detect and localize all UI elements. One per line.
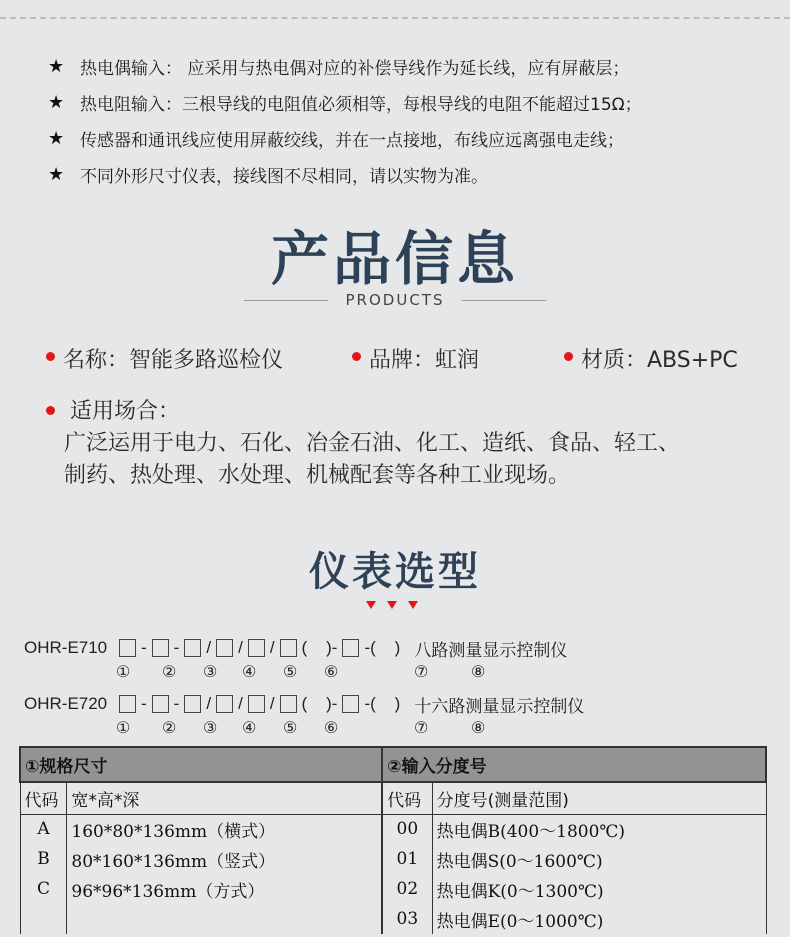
attr-name — [46, 343, 352, 374]
triangle-decoration — [366, 601, 418, 609]
scene-line: 制药、热处理、水处理、机械配套等各种工业现场。 — [64, 463, 571, 488]
model-code-line: OHR-E720 - - / / / ( )- -( ) 十六路测量显示控制仪 — [24, 692, 584, 716]
slot-number: ④ — [242, 664, 257, 681]
slot-numbers — [24, 718, 584, 740]
scene-line: 广泛运用于电力、石化、冶金石油、化工、造纸、食品、轻工、 — [64, 431, 681, 456]
slot-box — [119, 639, 136, 657]
note-item — [48, 48, 642, 84]
slot-numbers — [24, 662, 567, 684]
note-item — [48, 120, 642, 156]
input-code: 02 — [382, 874, 432, 904]
slot-box — [216, 695, 233, 713]
slot-number: ② — [162, 720, 177, 737]
slot-number: ② — [162, 664, 177, 681]
input-value: 热电偶S(0～1600℃) — [432, 844, 766, 874]
slot-number: ① — [116, 664, 131, 681]
input-code: 03 — [382, 904, 432, 934]
wiring-notes — [48, 48, 642, 192]
slot-box — [248, 695, 265, 713]
slot-number: ③ — [203, 720, 218, 737]
divider-line — [244, 300, 328, 301]
size-code — [20, 904, 67, 934]
model-description: 八路测量显示控制仪 — [414, 640, 568, 661]
size-spec-header: ①规格尺寸 — [20, 747, 382, 782]
note-text: 不同外形尺寸仪表，接线图不尽相同，请以实物为准。 — [80, 166, 488, 187]
slot-box — [342, 695, 359, 713]
slot-number: ① — [116, 720, 131, 737]
bullet-dot-icon — [46, 352, 55, 361]
model-row-e710 — [24, 636, 567, 684]
input-value: 热电偶B(400～1800℃) — [432, 814, 766, 844]
table-header-row — [20, 747, 766, 782]
table-row — [20, 904, 766, 934]
note-item — [48, 156, 642, 192]
triangle-down-icon — [387, 601, 397, 609]
slot-box — [342, 639, 359, 657]
top-dashed-divider — [0, 17, 790, 19]
slot-box — [152, 639, 169, 657]
slot-box — [119, 695, 136, 713]
triangle-down-icon — [408, 601, 418, 609]
slot-box — [184, 639, 201, 657]
size-code: C — [20, 874, 67, 904]
size-value: 80*160*136mm（竖式） — [67, 844, 382, 874]
product-info-title: 产品信息 — [270, 225, 519, 293]
slot-number: ⑥ — [324, 720, 339, 737]
table-column-header-row — [20, 782, 766, 814]
slot-number: ⑦ — [414, 664, 429, 681]
slot-number: ⑥ — [324, 664, 339, 681]
product-attributes — [46, 343, 738, 374]
model-description: 十六路测量显示控制仪 — [414, 696, 585, 717]
slot-box — [216, 639, 233, 657]
attr-brand — [352, 343, 564, 374]
model-code: OHR-E720 — [24, 694, 108, 713]
slot-number: ⑧ — [471, 664, 486, 681]
column-header: 代码 — [382, 782, 432, 814]
products-subtitle: PRODUCTS — [345, 291, 445, 309]
note-item — [48, 84, 642, 120]
input-type-header: ②输入分度号 — [382, 747, 766, 782]
spec-table — [19, 746, 767, 934]
triangle-down-icon — [366, 601, 376, 609]
scene-label: 适用场合： — [70, 399, 181, 424]
table-row — [20, 874, 766, 904]
slot-number: ⑤ — [283, 664, 298, 681]
slot-box — [152, 695, 169, 713]
bullet-dot-icon — [564, 352, 573, 361]
star-icon: ★ — [48, 127, 65, 149]
size-code: B — [20, 844, 67, 874]
input-code: 00 — [382, 814, 432, 844]
slot-number: ⑤ — [283, 720, 298, 737]
attr-material-text: 材质：ABS+PC — [581, 348, 738, 373]
products-subtitle-row — [0, 291, 790, 309]
input-value: 热电偶K(0～1300℃) — [432, 874, 766, 904]
size-value: 160*80*136mm（横式） — [67, 814, 382, 844]
attr-name-text: 名称：智能多路巡检仪 — [63, 348, 284, 373]
size-value: 96*96*136mm（方式） — [67, 874, 382, 904]
slot-box — [184, 695, 201, 713]
attr-material — [564, 343, 738, 374]
model-code-line: OHR-E710 - - / / / ( )- -( ) 八路测量显示控制仪 — [24, 636, 567, 660]
divider-line — [462, 300, 546, 301]
bullet-dot-icon — [46, 406, 55, 415]
slot-box — [280, 639, 297, 657]
note-text: 传感器和通讯线应使用屏蔽绞线，并在一点接地，布线应远离强电走线； — [80, 130, 624, 151]
star-icon: ★ — [48, 163, 65, 185]
slot-number: ③ — [203, 664, 218, 681]
size-value — [67, 904, 382, 934]
slot-number: ⑦ — [414, 720, 429, 737]
input-value: 热电偶E(0～1000℃) — [432, 904, 766, 934]
attr-brand-text: 品牌：虹润 — [369, 348, 480, 373]
model-row-e720 — [24, 692, 584, 740]
column-header: 代码 — [20, 782, 67, 814]
star-icon: ★ — [48, 55, 65, 77]
table-row — [20, 844, 766, 874]
note-text: 热电阻输入：三根导线的电阻值必须相等，每根导线的电阻不能超过15Ω； — [80, 94, 642, 115]
column-header: 分度号(测量范围) — [432, 782, 766, 814]
slot-number: ⑧ — [471, 720, 486, 737]
slot-box — [248, 639, 265, 657]
slot-number: ④ — [242, 720, 257, 737]
selection-title: 仪表选型 — [309, 549, 481, 595]
input-code: 01 — [382, 844, 432, 874]
star-icon: ★ — [48, 91, 65, 113]
column-header: 宽*高*深 — [67, 782, 382, 814]
scene-description — [64, 428, 680, 492]
size-code: A — [20, 814, 67, 844]
table-row — [20, 814, 766, 844]
note-text: 热电偶输入： 应采用与热电偶对应的补偿导线作为延长线，应有屏蔽层； — [80, 58, 630, 79]
model-code: OHR-E710 — [24, 638, 108, 657]
bullet-dot-icon — [352, 352, 361, 361]
scene-label-row — [46, 394, 180, 425]
slot-box — [280, 695, 297, 713]
